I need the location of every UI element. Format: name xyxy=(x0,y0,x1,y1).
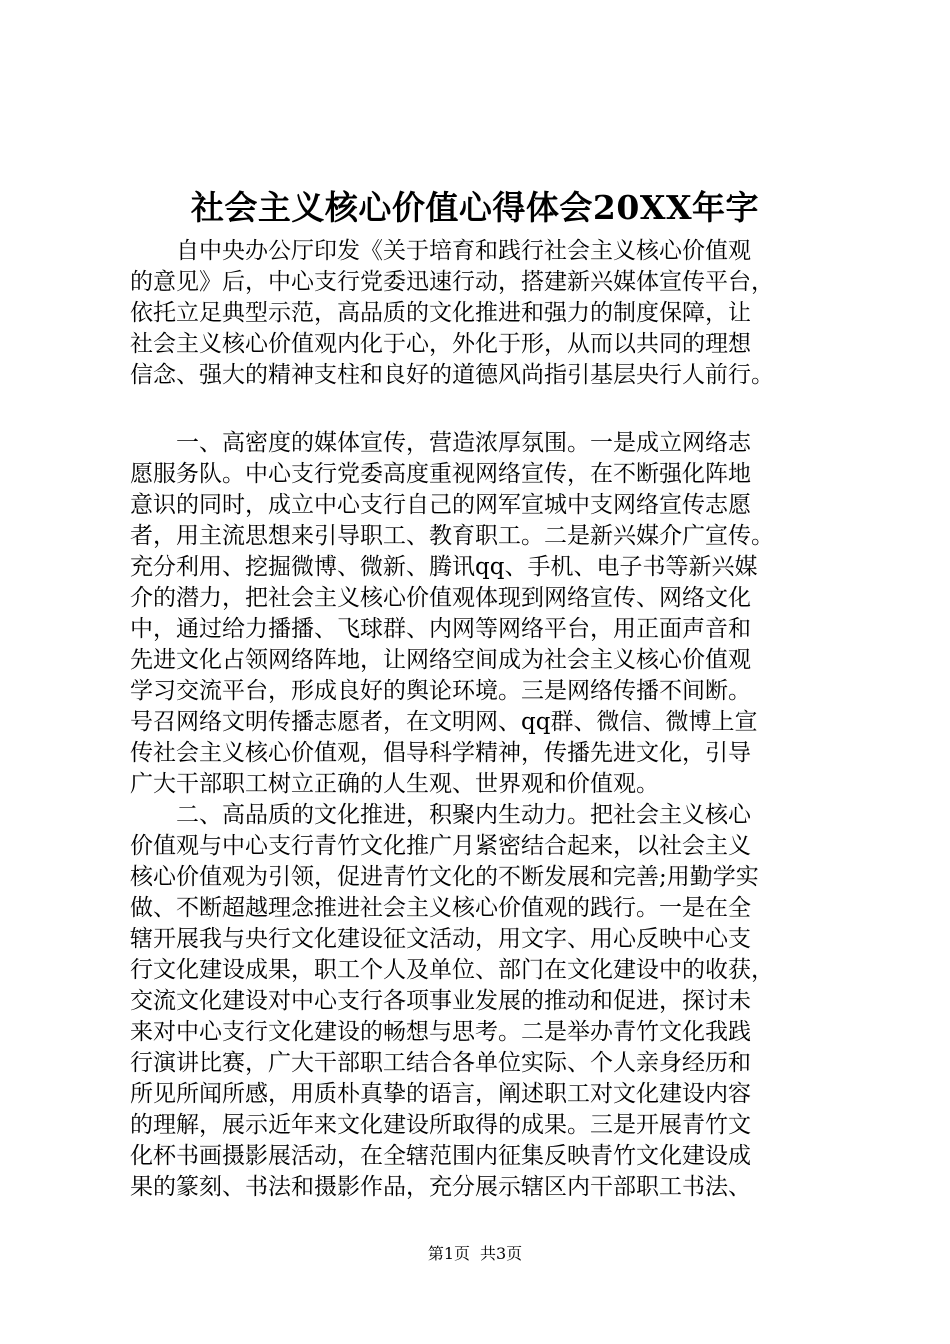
paragraph-gap xyxy=(130,391,830,428)
text-line: 二、高品质的文化推进，积聚内生动力。把社会主义核心 xyxy=(176,802,751,828)
text-line: 号召网络文明传播志愿者，在文明网、qq群、微信、微博上宣 xyxy=(130,709,758,735)
text-line: 果的篆刻、书法和摄影作品，充分展示辖区内干部职工书法、 xyxy=(130,1174,751,1200)
text-line: 做、不断超越理念推进社会主义核心价值观的践行。一是在全 xyxy=(130,895,751,921)
text-line: 的意见》后，中心支行党委迅速行动，搭建新兴媒体宣传平台， xyxy=(130,269,774,295)
text-line: 行文化建设成果，职工个人及单位、部门在文化建设中的收获， xyxy=(130,957,774,983)
text-line: 介的潜力，把社会主义核心价值观体现到网络宣传、网络文化 xyxy=(130,585,751,611)
document-body xyxy=(130,236,830,1203)
text-line: 充分利用、挖掘微博、微新、腾讯qq、手机、电子书等新兴媒 xyxy=(130,554,758,580)
text-line: 一、高密度的媒体宣传，营造浓厚氛围。一是成立网络志 xyxy=(176,430,751,456)
page-number: 第1页 xyxy=(427,1244,470,1263)
text-line: 自中央办公厅印发《关于培育和践行社会主义核心价值观 xyxy=(176,238,751,264)
text-line: 愿服务队。中心支行党委高度重视网络宣传，在不断强化阵地 xyxy=(130,461,751,487)
text-line: 核心价值观为引领，促进青竹文化的不断发展和完善;用勤学实 xyxy=(130,864,759,890)
text-line: 的理解，展示近年来文化建设所取得的成果。三是开展青竹文 xyxy=(130,1112,751,1138)
text-line: 来对中心支行文化建设的畅想与思考。二是举办青竹文化我践 xyxy=(130,1019,751,1045)
text-line: 依托立足典型示范，高品质的文化推进和强力的制度保障，让 xyxy=(130,300,751,326)
page-footer xyxy=(0,1242,950,1266)
text-line: 中，通过给力播播、飞球群、内网等网络平台，用正面声音和 xyxy=(130,616,751,642)
text-line: 先进文化占领网络阵地，让网络空间成为社会主义核心价值观 xyxy=(130,647,751,673)
text-line: 交流文化建设对中心支行各项事业发展的推动和促进，探讨未 xyxy=(130,988,751,1014)
text-line: 所见所闻所感，用质朴真挚的语言，阐述职工对文化建设内容 xyxy=(130,1081,751,1107)
text-line: 化杯书画摄影展活动，在全辖范围内征集反映青竹文化建设成 xyxy=(130,1143,751,1169)
text-line: 广大干部职工树立正确的人生观、世界观和价值观。 xyxy=(130,771,659,797)
text-line: 社会主义核心价值观内化于心，外化于形，从而以共同的理想 xyxy=(130,331,751,357)
text-line: 学习交流平台，形成良好的舆论环境。三是网络传播不间断。 xyxy=(130,678,751,704)
text-line: 行演讲比赛，广大干部职工结合各单位实际、个人亲身经历和 xyxy=(130,1050,751,1076)
document-title: 社会主义核心价值心得体会20XX年字 xyxy=(190,188,760,227)
text-line: 意识的同时，成立中心支行自己的网军宣城中支网络宣传志愿 xyxy=(130,492,751,518)
text-line: 传社会主义核心价值观，倡导科学精神，传播先进文化，引导 xyxy=(130,740,751,766)
text-line: 者，用主流思想来引导职工、教育职工。二是新兴媒介广宣传。 xyxy=(130,523,774,549)
text-line: 辖开展我与央行文化建设征文活动，用文字、用心反映中心支 xyxy=(130,926,751,952)
text-line: 信念、强大的精神支柱和良好的道德风尚指引基层央行人前行。 xyxy=(130,362,774,388)
text-line: 价值观与中心支行青竹文化推广月紧密结合起来，以社会主义 xyxy=(130,833,751,859)
page-total: 共3页 xyxy=(480,1244,523,1263)
